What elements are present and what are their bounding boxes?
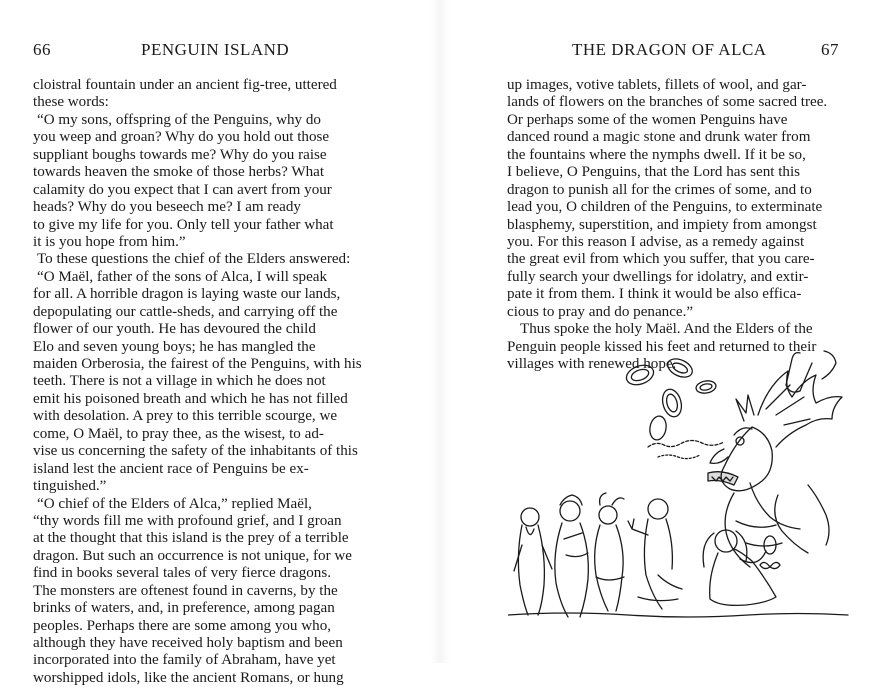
right-running-title: THE DRAGON OF ALCA: [572, 40, 767, 59]
text-line: villages with renewed hope.: [507, 356, 677, 372]
text-line: it is you hope from him.”: [33, 233, 186, 250]
smoke-trail: [658, 455, 700, 459]
smoke-ring-icon: [695, 379, 717, 394]
dragon-figure: [708, 351, 842, 567]
ground-line: [508, 613, 848, 617]
text-line: “O chief of the Elders of Alca,” replied Maël,: [37, 495, 312, 512]
text-line: “thy words fill me with profound grief, and I groan: [33, 512, 342, 529]
text-line: with desolation. A prey to this terrible scourge, we: [33, 408, 338, 425]
text-line: island lest the ancient race of Penguins be ex-: [33, 460, 309, 477]
smoke-ring-icon: [624, 362, 656, 388]
dragon-illustration: [508, 345, 858, 620]
text-line: you. For this reason I advise, as a remedy against: [507, 233, 805, 250]
text-line: Thus spoke the holy Maël. And the Elders of the: [520, 321, 813, 338]
smoke-ring-icon: [660, 387, 685, 419]
smoke-ring-icon: [665, 355, 695, 380]
text-line: fully search your dwellings for idolatry, and extir-: [507, 268, 809, 285]
text-line: danced round a magic stone and drunk water from: [507, 129, 811, 146]
text-line: Or perhaps some of the women Penguins have: [507, 111, 788, 128]
text-line: pate it from them. I think it would be also effica-: [507, 286, 802, 303]
text-line: lead you, O children of the Penguins, to exterminate: [507, 199, 823, 216]
text-line: teeth. There is not a village in which he does not: [33, 373, 326, 390]
text-line: to give my life for you. Only tell your father what: [33, 216, 334, 233]
text-line: depopulating our cattle-sheds, and carrying off the: [33, 303, 338, 320]
text-line: dragon. But such an occurrence is not unique, for we: [33, 547, 352, 564]
text-line: up images, votive tablets, fillets of wool, and gar-: [507, 77, 807, 93]
text-line: incorporated into the family of Abraham, have yet: [33, 652, 336, 669]
left-running-title: PENGUIN ISLAND: [141, 40, 290, 59]
text-line: The monsters are oftenest found in caverns, by the: [33, 582, 338, 599]
left-body-text: [33, 77, 362, 687]
right-body-text: [507, 77, 827, 373]
kneeling-villager: [628, 499, 682, 609]
text-line: emit his poisoned breath and which he has not filled: [33, 390, 348, 407]
text-line: the fountains where the nymphs dwell. If it be so,: [507, 146, 806, 163]
text-line: suppliant boughs towards me? Why do you raise: [33, 146, 327, 163]
text-line: I believe, O Penguins, that the Lord has sent this: [507, 164, 801, 181]
kneeling-villager: [514, 508, 552, 615]
text-line: To these questions the chief of the Elders answered:: [37, 251, 351, 268]
text-line: although they have received holy baptism and been: [33, 635, 343, 651]
text-line: the great evil from which you suffer, that you care-: [507, 251, 815, 268]
text-line: you weep and groan? Why do you hold out those: [33, 129, 330, 146]
text-line: come, O Maël, to pray thee, as the wisest, to ad-: [33, 425, 324, 442]
text-line: calamity do you expect that I can avert from your: [33, 181, 332, 198]
right-page-number: 67: [821, 40, 839, 59]
text-line: lands of flowers on the branches of some sacred tree.: [507, 94, 828, 111]
text-line: “O my sons, offspring of the Penguins, why do: [37, 111, 321, 128]
text-line: cloistral fountain under an ancient fig-tree, uttered: [33, 77, 337, 93]
kneeling-villager: [595, 493, 624, 611]
text-line: brinks of waters, and, in preference, among pagan: [33, 600, 335, 617]
text-line: blasphemy, superstition, and impiety from amongst: [507, 216, 817, 233]
left-page: [0, 0, 440, 686]
text-line: peoples. Perhaps there are some among you who,: [33, 617, 332, 634]
text-line: these words:: [33, 94, 109, 111]
text-line: Penguin people kissed his feet and returned to their: [507, 338, 817, 355]
text-line: tinguished.”: [33, 478, 107, 495]
smoke-ring-icon: [648, 415, 668, 441]
left-page-number: 66: [33, 40, 51, 59]
text-line: Elo and seven young boys; he has mangled the: [33, 338, 316, 355]
text-line: cious to pray and do penance.”: [507, 303, 694, 320]
text-line: flower of our youth. He has devoured the child: [33, 321, 316, 338]
kneeling-villager: [555, 495, 588, 617]
text-line: “O Maël, father of the sons of Alca, I will speak: [37, 268, 328, 285]
text-line: find in books several tales of very fierce dragons.: [33, 565, 331, 582]
kneeling-maiden: [703, 530, 776, 605]
text-line: heads? Why do you beseech me? I am ready: [33, 199, 301, 216]
text-line: at the thought that this island is the prey of a terrible: [33, 530, 349, 547]
text-line: maiden Orberosia, the fairest of the Penguins, with his: [33, 356, 362, 372]
text-line: worshipped idols, like the ancient Romans, or hung: [33, 669, 344, 686]
text-line: vise us concerning the safety of the inhabitants of this: [33, 443, 358, 460]
text-line: for all. A horrible dragon is laying waste our lands,: [33, 286, 341, 303]
butterfly-icon: [760, 562, 780, 568]
text-line: dragon to punish all for the crimes of some, and to: [507, 181, 812, 198]
smoke-trail: [648, 441, 724, 448]
text-line: towards heaven the smoke of those herbs? What: [33, 164, 325, 181]
